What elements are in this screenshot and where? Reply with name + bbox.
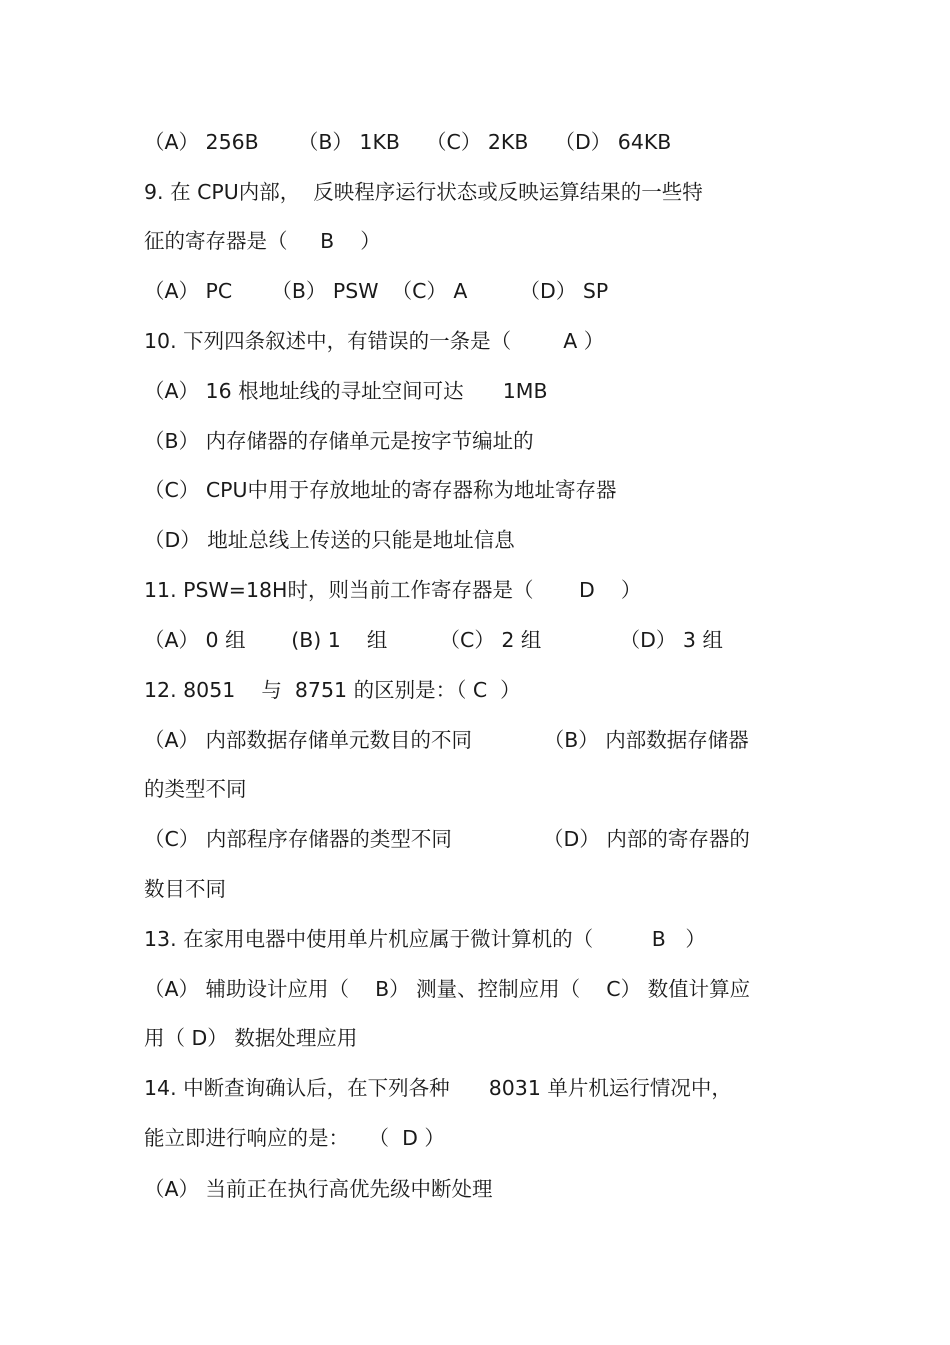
q10-option-b: （B） 内存储器的存储单元是按字节编址的: [144, 429, 534, 453]
q12-options-line2: 的类型不同: [144, 777, 247, 801]
q10-option-d: （D） 地址总线上传送的只能是地址信息: [144, 528, 515, 552]
q10-option-a: （A） 16 根地址线的寻址空间可达 1MB: [144, 379, 548, 403]
q10-stem: 10. 下列四条叙述中，有错误的一条是（ A ）: [144, 329, 605, 353]
q9-options: （A） PC （B） PSW （C） A （D） SP: [144, 279, 609, 303]
q11-stem: 11. PSW=18H时，则当前工作寄存器是（ D ）: [144, 578, 642, 602]
q8-options: （A） 256B （B） 1KB （C） 2KB （D） 64KB: [144, 130, 672, 154]
q12-options-line3: （C） 内部程序存储器的类型不同 （D） 内部的寄存器的: [144, 827, 750, 851]
q10-option-c: （C） CPU中用于存放地址的寄存器称为地址寄存器: [144, 478, 617, 502]
q9-stem-line1: 9. 在 CPU内部， 反映程序运行状态或反映运算结果的一些特: [144, 180, 703, 204]
q14-stem-line1: 14. 中断查询确认后，在下列各种 8031 单片机运行情况中，: [144, 1076, 732, 1100]
q13-stem: 13. 在家用电器中使用单片机应属于微计算机的（ B ）: [144, 927, 706, 951]
q12-options-line4: 数目不同: [144, 877, 226, 901]
q14-option-a: （A） 当前正在执行高优先级中断处理: [144, 1177, 493, 1201]
q12-stem: 12. 8051 与 8751 的区别是：（ C ）: [144, 678, 521, 702]
q13-options-line1: （A） 辅助设计应用（ B） 测量、控制应用（ C） 数值计算应: [144, 977, 751, 1001]
q9-stem-line2: 征的寄存器是（ B ）: [144, 229, 381, 253]
q14-stem-line2: 能立即进行响应的是： （ D ）: [144, 1126, 445, 1150]
q13-options-line2: 用（ D） 数据处理应用: [144, 1026, 358, 1050]
q11-options: （A） 0 组 (B) 1 组 （C） 2 组 （D） 3 组: [144, 628, 723, 652]
q12-options-line1: （A） 内部数据存储单元数目的不同 （B） 内部数据存储器: [144, 728, 749, 752]
